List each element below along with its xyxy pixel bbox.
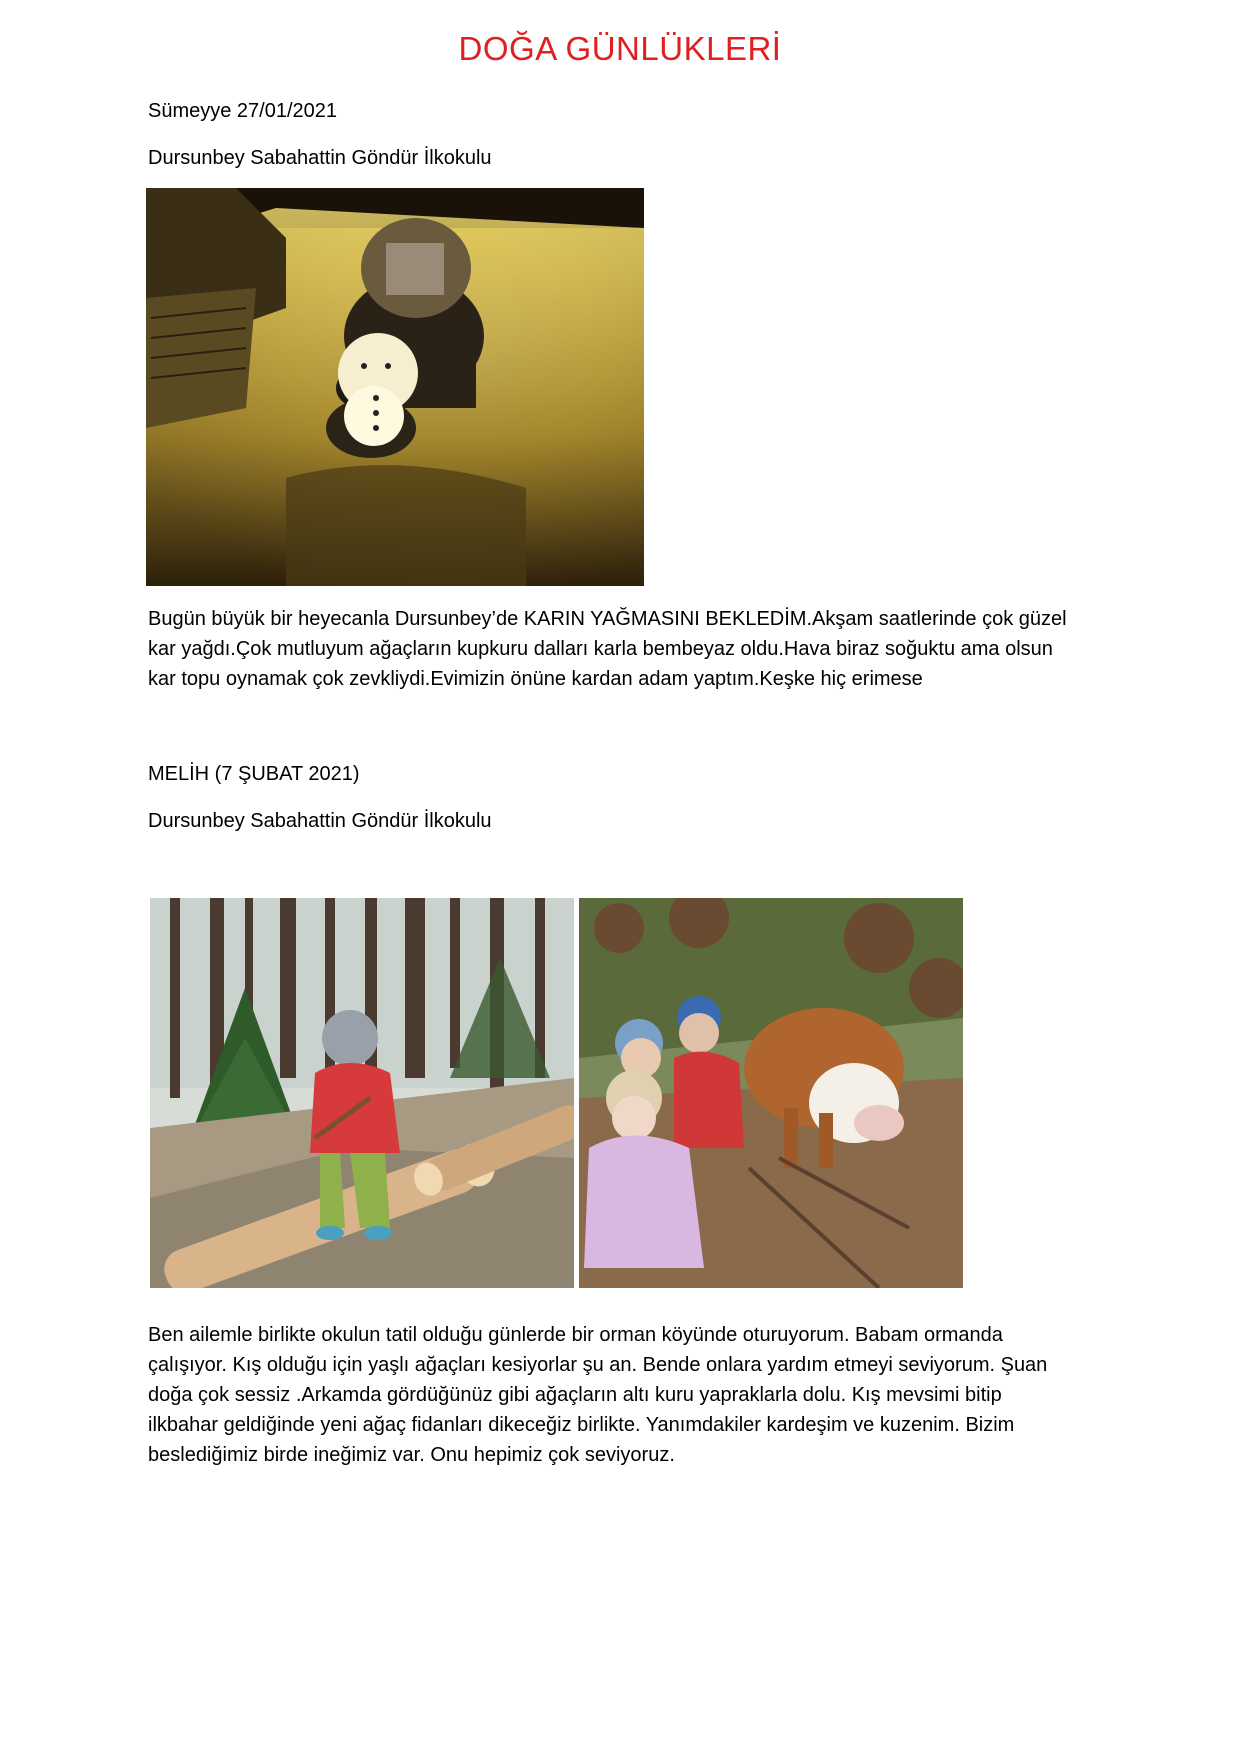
entry-1-school: Dursunbey Sabahattin Göndür İlkokulu (148, 147, 492, 169)
entry-1-text-line: Bugün büyük bir heyecanla Dursunbey’de KARIN YAĞMASINI BEKLEDİM.Akşam saatlerinde çok güzel (148, 608, 1067, 630)
forest-log-photo (150, 898, 574, 1288)
page-title: DOĞA GÜNLÜKLERİ (458, 30, 782, 67)
entry-2-text-line: Ben ailemle birlikte okulun tatil olduğu günlerde bir orman köyünde oturuyorum. Babam ormanda (148, 1324, 1003, 1346)
entry-2-text-line: beslediğimiz birde ineğimiz var. Onu hepimiz çok seviyoruz. (148, 1444, 675, 1466)
children-with-cow-photo (579, 898, 963, 1288)
entry-2-text-line: çalışıyor. Kış olduğu için yaşlı ağaçları kesiyorlar şu an. Bende onlara yardım etmeyi seviyorum. Şuan (148, 1354, 1048, 1376)
entry-2-text (148, 1320, 1108, 1470)
night-snowman-photo (146, 188, 644, 586)
entry-2-text-line: ilkbahar geldiğinde yeni ağaç fidanları dikeceğiz birlikte. Yanımdakiler kardeşim ve kuzenim. Bizim (148, 1414, 1015, 1436)
entry-1-text-line: kar yağdı.Çok mutluyum ağaçların kupkuru dalları karla bembeyaz oldu.Hava biraz soğuktu ama olsun (148, 638, 1053, 660)
entry-1-text (148, 604, 1108, 694)
entry-1-header: Sümeyye 27/01/2021 (148, 100, 338, 122)
entry-2-header: MELİH (7 ŞUBAT 2021) (148, 763, 360, 785)
entry-2-school: Dursunbey Sabahattin Göndür İlkokulu (148, 810, 492, 832)
entry-2-text-line: doğa çok sessiz .Arkamda gördüğünüz gibi ağaçların altı kuru yapraklarla dolu. Kış mevsimi bitip (148, 1384, 1002, 1406)
entry-1-text-line: kar topu oynamak çok zevkliydi.Evimizin önüne kardan adam yaptım.Keşke hiç erimese (148, 668, 923, 690)
